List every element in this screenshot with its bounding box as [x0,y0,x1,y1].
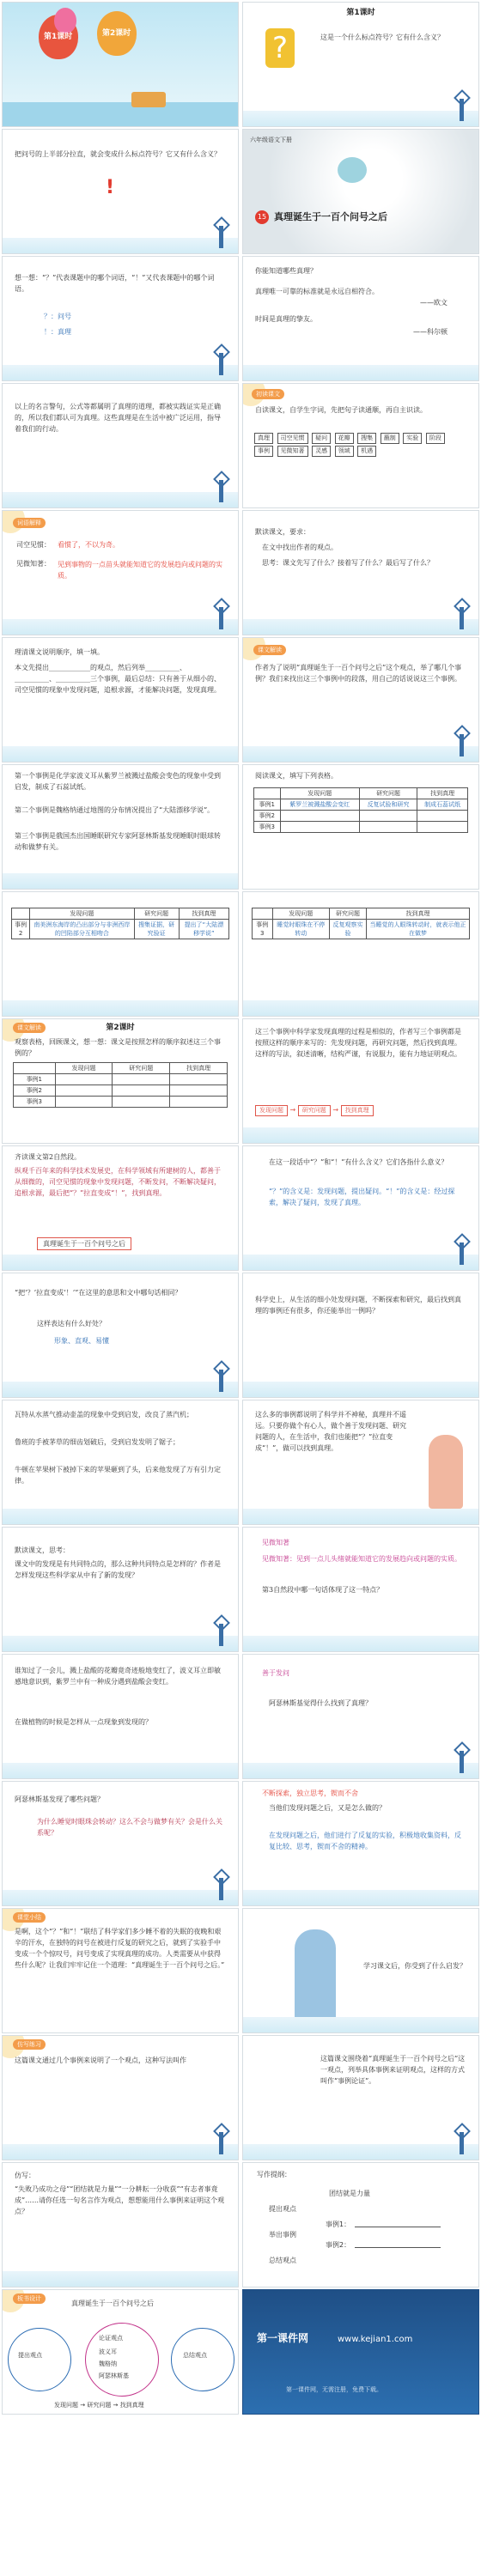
word-box: 司空见惯 [277,433,308,444]
boy-illustration [295,1929,336,2024]
train-icon [131,92,166,107]
bottom-decoration [243,1382,478,1397]
table-cell: 事例2 [254,811,281,822]
slide-inspiration[interactable] [242,1908,479,2033]
slide-question: 第3自然段中哪一句话体现了这一特点？ [262,1586,384,1594]
slide-silent-read[interactable] [242,510,479,635]
note-box: 真理诞生于一百个问号之后 [37,1237,131,1250]
slide-question: 学习课文后，你受到了什么启发？ [363,1962,466,1970]
slide-pattern[interactable] [242,1018,479,1144]
outline-example-1: 事例1： [326,2221,351,2228]
underline [355,2247,441,2248]
vocab-def-1: 看惯了，不以为奇。 [58,541,119,549]
windmill-icon [214,1358,228,1392]
slide-question: 当他们发现问题之后，又是怎么做的？ [269,1804,386,1812]
slide-cover[interactable] [2,2,239,127]
windmill-icon [214,1612,228,1646]
slide-text: 观察表格，回顾课文，想一想：课文是按照怎样的顺序叙述这三个事例的？ [15,1038,221,1057]
bottom-decoration [3,492,238,507]
section-tag: 仿写练习 [13,2039,46,2050]
word-box: 真理 [254,433,273,444]
table-cell: 事例2 [12,920,30,939]
slide-straighten[interactable] [2,1273,239,1398]
slide-intro: 仿写： [15,2172,35,2179]
table-cell: 事例2 [14,1085,56,1097]
bottom-decoration [243,746,478,762]
board-point-3: 总结观点 [183,2352,207,2359]
slide-intro: 默读课文，思考： [15,1546,70,1554]
bottom-decoration [3,619,238,635]
table-header: 研究问题 [359,788,417,799]
section-tag: 板书设计 [13,2293,46,2304]
windmill-icon [454,722,468,756]
arrow-icon: → [289,1106,296,1114]
slide-question: 在做植物的时候是怎样从一点现象到发现的？ [15,1718,152,1726]
bullet-3: 牛顿在苹果树下被掉下来的苹果砸到了头，后来他发现了万有引力定律。 [15,1466,221,1485]
slide-first-read[interactable] [242,383,479,508]
word-box: 事例 [254,446,273,457]
slide-text: “失败乃成功之母”“团结就是力量”“一分耕耘一分收获”“有志者事竟成”……请你任选一句名言作为观点，想想能用什么事例来证明这个观点？ [15,2185,225,2215]
slide-title: 第2课时 [106,1024,135,1032]
slide-text: 这篇课文通过几个事例来说明了一个观点，这种写法叫作 [15,2057,186,2064]
slide-see-small[interactable] [242,1527,479,1652]
requirement-1: 在文中找出作者的观点。 [262,544,338,551]
table-header: 找到真理 [179,908,228,920]
slide-text: 这是一个什么标点符号？它有什么含义？ [320,33,444,41]
slide-outline[interactable] [242,2162,479,2287]
slide-brand[interactable] [242,2289,479,2415]
table-cell: 事例3 [254,822,281,833]
board-title: 真理诞生于一百个问号之后 [71,2300,154,2307]
slide-question: 阿瑟林斯基觉得什么找到了真理？ [269,1699,372,1707]
bottom-decoration [3,2144,238,2160]
slide-answer: 形象、直观、易懂 [54,1337,109,1345]
example-1: 第一个事例是化学家波义耳从紫罗兰被溅过盐酸会变色的现象中受到启发，制成了石蕊试纸。 [15,772,221,791]
table-header: 发现问题 [55,1063,113,1074]
table-cell: 事例3 [14,1097,56,1108]
windmill-icon [454,2120,468,2154]
slide-text: 本文先提出____________的观点，然后列举__________、__________、__________三个事例，最后总结：只有善于从细小的、司空见惯的现象中发现问题，追根求源，才能解决问题，发现真理。 [15,664,221,694]
slide-lesson-title[interactable] [242,129,479,254]
bottom-decoration [3,1509,238,1524]
windmill-icon [214,1866,228,1900]
slide-text: 这篇课文围绕着“真理诞生于一百个问号之后”这一观点，列举具体事例来证明观点，这样的方式叫作“事例论证”。 [320,2055,466,2085]
slide-imitation-task[interactable] [2,2162,239,2287]
word-box: 搜集 [357,433,376,444]
slide-text: 在发现问题之后，他们进行了反复的实验，积极地收集资料，反复比较、思考，锲而不舍的精神。 [269,1832,461,1850]
arrow-icon: → [332,1106,339,1114]
windmill-icon [454,1739,468,1773]
slide-text: 纵观千百年来的科学技术发展史，在科学领域有所建树的人，都善于从细微的，司空见惯的现象中发现问题，不断发问，不断解决疑问，追根求源，最后把“？”拉直变成“！”，找到真理。 [15,1167,221,1197]
author-1: ——欧文 [420,299,448,307]
table-cell [359,811,417,822]
slide-vocab[interactable] [2,510,239,635]
slide-question: 这样表达有什么好处？ [37,1320,106,1327]
slide-imitation[interactable] [2,2035,239,2160]
order-table [13,1062,228,1108]
slide-text: 见微知著：见到一点儿头绪就能知道它的发展趋向或问题的实质。 [262,1555,461,1563]
slide-quotes[interactable] [242,256,479,381]
slide-table-2[interactable] [2,891,239,1017]
bottom-decoration [243,2017,478,2032]
outline-left-1: 提出观点 [269,2205,296,2213]
section-tag: 课文解读 [13,1023,46,1033]
quote-2: 时间是真理的挚友。 [255,315,317,323]
windmill-icon [454,595,468,629]
table-cell: 提出了“大陆漂移学说” [179,920,228,939]
windmill-icon [214,341,228,375]
bottom-decoration [243,111,478,126]
word-box: 阶段 [426,433,445,444]
table-header: 找到真理 [367,908,470,920]
slide-question-2: 为什么睡觉时眼珠会转动？这么不会与做梦有关？会是什么关系呢？ [37,1818,222,1837]
example-2: 第二个事例是魏格纳通过地图的分布情况提出了“大陆漂移学说”。 [15,806,215,814]
slide-table-1[interactable] [242,764,479,890]
section-heading: 善于发问 [262,1669,289,1677]
board-point-1: 提出观点 [18,2352,42,2359]
scientist-1: 波义耳 [99,2348,117,2355]
table-cell: 制成石蕊试纸 [417,799,468,811]
slide-intro: 默读课文，要求： [255,528,310,536]
outline-left-2: 举出事例 [269,2231,296,2239]
slide-board-design[interactable] [2,2289,239,2415]
lesson2-label: 第2课时 [102,29,131,38]
windmill-icon [214,468,228,502]
slide-question: 阿瑟林斯基发现了哪些问题？ [15,1795,104,1803]
table-header: 研究问题 [329,908,366,920]
bullet-2: 鲁班的手被茅草的细齿划破后，受到启发发明了锯子； [15,1438,180,1446]
slide-fill-order[interactable] [2,637,239,762]
slide-text: 是啊，这个“？”和“！”联结了科学家们多少睡不着的失眠的夜晚和艰辛的汗水，在独特的问号在被进行反复的研究之后，就到了实验手中变成一个个惊叹号，问号变成了实现真理的成功。人类需要从中获得些什么呢？让我们牢牢记住一个道理：“真理诞生于一百个问号之后。” [15,1928,225,1969]
slide-text: 这么多的事例都说明了科学并不神秘，真理并不遥远。只要你做个有心人，做个善于发现问题、研究问题的人，在生活中，我们也能把“？”拉直变成“！”，做可以找到真理。 [255,1411,406,1452]
brand-slogan: 第一课件网，无需注册，免费下载。 [286,2386,382,2393]
slide-class-summary[interactable] [2,1908,239,2033]
word-box: 实验 [403,433,422,444]
ground [3,102,238,126]
slide-boyle[interactable] [2,1654,239,1779]
example-3: 第三个事例是俄国杰出国睡眠研究专家阿瑟林斯基发现睡眠时眼球转动和做梦有关。 [15,832,221,851]
slide-summary-text[interactable] [242,1400,479,1525]
section-tag: 词语解释 [13,518,46,528]
slide-example-argument[interactable] [242,2035,479,2160]
table-cell [280,811,359,822]
section-heading: 不断探索，独立思考，锲而不舍 [262,1789,358,1797]
table-cell: 反复试验和研究 [359,799,417,811]
examples-table [253,787,468,833]
slide-intro: 齐读课文第2自然段。 [15,1153,82,1161]
bottom-decoration [243,1255,478,1270]
bottom-decoration [243,1000,478,1016]
slide-intro: 阅读课文，填写下列表格。 [255,772,338,780]
word-box: 领域 [335,446,354,457]
pink-balloon [54,8,76,33]
bottom-decoration [243,1890,478,1905]
bottom-decoration [243,1636,478,1651]
slide-text: 科学史上，从生活的细小处发现问题，不断探索和研究，最后找到真理的事例还有很多，你还能举出一例吗？ [255,1296,461,1315]
windmill-icon [214,214,228,248]
bottom-decoration [243,2144,478,2160]
brand-site[interactable]: www.kejian1.com [338,2335,413,2344]
bottom-decoration [3,1763,238,1778]
word-box: 蘸制 [381,433,399,444]
quote-1: 真理唯一可靠的标准就是永远自相符合。 [255,288,379,295]
slide-persevere[interactable] [242,1781,479,1906]
author-2: ——科尔顿 [413,328,448,336]
word-box: 见微知著 [277,446,308,457]
table-cell: 紫罗兰被溅盐酸会变红 [280,799,359,811]
slide-question-mark[interactable] [242,2,479,127]
slide-science-history[interactable] [242,1273,479,1398]
table-header: 发现问题 [30,908,134,920]
outline-left-3: 总结观点 [269,2257,296,2264]
book-label: 六年级语文下册 [250,137,292,143]
table-header [253,908,273,920]
word-list [253,432,468,458]
table-header: 发现问题 [272,908,329,920]
lesson-number: 15 [255,210,269,224]
slide-title: 第1课时 [346,9,375,17]
table-cell: 反复观察实验 [329,920,366,939]
slide-question: 课文中的发现是有共同特点的，那么这种共同特点是怎样的？作者是怎样发现这些科学家从中有了新的发现？ [15,1560,221,1579]
outline-viewpoint: 团结就是力量 [329,2190,370,2197]
bottom-decoration [3,1255,238,1270]
bottom-decoration [243,1127,478,1143]
bottom-decoration [3,873,238,889]
bottom-decoration [3,1890,238,1905]
slide-good-at-asking[interactable] [242,1654,479,1779]
vocab-def-2: 见到事物的一点苗头就能知道它的发展趋向或问题的实质。 [58,561,222,580]
slide-text: 谁知过了一会儿，溅上盐酸的花瓣竟奇迹般地变红了，波义耳立即敏感地意识到，紫罗兰中有一种成分遇到盐酸会变红。 [15,1667,221,1686]
bottom-decoration [243,619,478,635]
table-header: 找到真理 [417,788,468,799]
bottom-decoration [243,1509,478,1524]
slide-think[interactable] [2,256,239,381]
scientist-3: 阿瑟林斯基 [99,2372,129,2379]
bottom-decoration [3,365,238,380]
vocab-word-2: 见微知著： [16,560,51,568]
bottom-decoration [3,746,238,762]
section-tag: 初读课文 [252,389,284,399]
outline-example-2: 事例2： [326,2241,351,2249]
scientist-2: 魏格纳 [99,2360,117,2367]
board-flow: 发现问题 → 研究问题 → 找到真理 [54,2402,144,2409]
slide-title: 写作提纲： [257,2171,291,2178]
answer-truth: ！：真理 [44,328,71,336]
table-cell: 搜集证据，研究验证 [134,920,179,939]
answer-question: ？：问号 [44,313,71,320]
table-cell [359,822,417,833]
flow-step: 研究问题 [298,1105,331,1116]
section-heading: 见微知著 [262,1539,289,1546]
table-header: 找到真理 [170,1063,228,1074]
slide-answer: “？”的含义是：发现问题，提出疑问。“！”的含义是：经过探索，解决了疑问，发现了真理。 [269,1188,455,1206]
slide-aserinsky[interactable] [2,1781,239,1906]
bottom-decoration [3,1636,238,1651]
table-cell [417,822,468,833]
windmill-icon [454,87,468,121]
exclamation-icon: ! [106,177,115,198]
lesson-title: 真理诞生于一百个问号之后 [274,211,387,222]
flow-step: 找到真理 [341,1105,374,1116]
slide-question: 在这一段话中“？”和“！”有什么含义？它们各指什么意义？ [269,1158,448,1166]
slide-text: 自读课文，自学生字词，先把句子读通顺，再自主识读。 [255,406,427,414]
table-header: 发现问题 [280,788,359,799]
slide-text: 以上的名言警句，公式等都属明了真理的道理，都被实践证实是正确的，所以我们都认可为真理。这些真理是在生活中被广泛运用，指导着我们的行动。 [15,403,221,433]
slide-exclamation[interactable] [2,129,239,254]
slide-text-reading[interactable] [242,637,479,762]
question-mark-icon: ? [265,28,295,68]
slide-text: “把‘？’拉直变成‘！’”在这里的意思和文中哪句话相同？ [15,1289,182,1297]
slide-explain[interactable] [2,383,239,508]
brand-name: 第一课件网 [257,2332,309,2344]
slide-intro: 理清课文说明顺序，填一填。 [15,648,104,656]
slide-lesson2-intro[interactable] [2,1018,239,1144]
table-header [14,1063,56,1074]
vocab-word-1: 司空见惯： [16,541,51,549]
slide-text: 想一想：“？”代表课题中的哪个词语，“！”又代表课题中的哪个词语。 [15,274,215,293]
table-header [254,788,281,799]
slide-paragraph2[interactable] [2,1145,239,1271]
girl-illustration [429,1435,463,1509]
bottom-decoration [243,365,478,380]
table-header: 研究问题 [134,908,179,920]
windmill-icon [214,595,228,629]
table-cell: 当睡觉的人眼珠转动时，就表示他正在做梦 [367,920,470,939]
windmill-icon [454,1230,468,1265]
windmill-icon [214,2120,228,2154]
slide-text: 把问号的上半部分拉直，就会变成什么标点符号？它又有什么含义？ [15,150,221,158]
table-cell [417,811,468,822]
whirlpool-icon [338,157,367,183]
word-box: 灵感 [312,446,331,457]
slide-meaning[interactable] [242,1145,479,1271]
bottom-decoration [3,2271,238,2287]
flow-step: 发现问题 [255,1105,288,1116]
slide-three-examples[interactable] [2,764,239,890]
slide-text: 作者为了说明“真理诞生于一百个问号之后”这个观点，举了哪几个事例？我们来找出这三个事例中的段落，用自己的话说说这三个事例。 [255,664,462,683]
board-point-2: 论证观点 [99,2335,123,2342]
slide-text: 这三个事例中科学家发现真理的过程是相似的，作者写三个事例都是按照这样的顺序来写的：先发现问题，再研究问题，然后找到真理。这样的写法，叙述清晰，结构严谨，有说服力，能有力地证明观点。 [255,1028,461,1058]
section-tag: 课文解读 [253,645,286,655]
slide-inventors[interactable] [2,1400,239,1525]
bullet-1: 瓦特从水蒸气推动壶盖的现象中受到启发，改良了蒸汽机； [15,1411,193,1419]
word-box: 疑问 [312,433,331,444]
table-cell: 南美洲东海岸的凸出部分与非洲西岸的凹陷部分互相吻合 [30,920,134,939]
table-cell [280,822,359,833]
bottom-decoration [3,238,238,253]
lesson1-label: 第1课时 [44,33,73,41]
requirement-2: 思考：课文先写了什么？接着写了什么？最后写了什么？ [262,559,434,567]
example2-table [11,908,229,939]
example3-table [252,908,470,939]
word-box: 机遇 [357,446,376,457]
bottom-decoration [3,1000,238,1016]
bottom-decoration [243,1763,478,1778]
table-cell: 事例1 [14,1074,56,1085]
table-header: 研究问题 [113,1063,170,1074]
flow-diagram [255,1105,374,1116]
bottom-decoration [3,1382,238,1397]
slide-table-3[interactable] [242,891,479,1017]
word-box: 花瓣 [335,433,354,444]
slide-question: 你能知道哪些真理？ [255,267,317,275]
table-cell: 睡觉时眼珠在不停转动 [272,920,329,939]
table-cell: 事例3 [253,920,273,939]
slide-common-feature[interactable] [2,1527,239,1652]
table-header [12,908,30,920]
table-cell: 事例1 [254,799,281,811]
section-tag: 课堂小结 [13,1912,46,1923]
